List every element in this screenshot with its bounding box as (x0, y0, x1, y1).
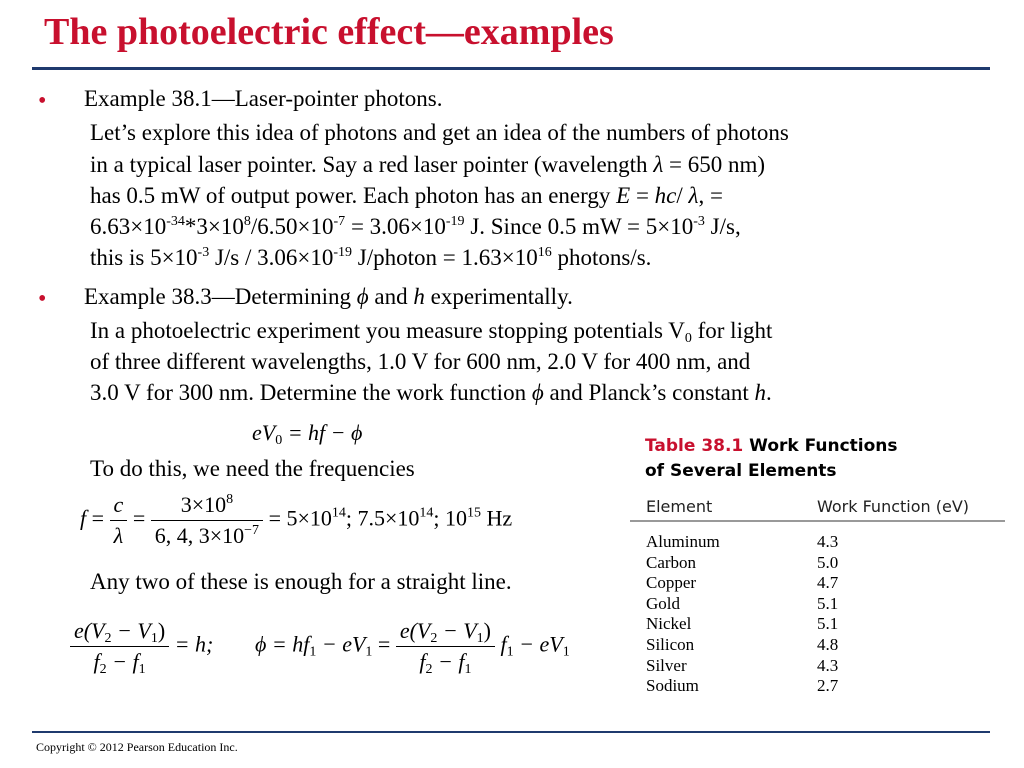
example1-line4: $6.63\times 10^{-34}*3\times 10^8/6.50\times 10^{-7} = 3.06\times 10^{-19}$ J. Since 0.5 mW = $5\times 10^{-3}$ J/s, (90, 214, 741, 239)
equation-planck: $\frac{e(V_2 - V_1)}{f_2 - f_1}$ = h; (70, 618, 213, 675)
slide-title: The photoelectric effect—examples (44, 11, 614, 53)
table-cell-element: Silicon (646, 635, 695, 654)
example1-line5: this is $5\times 10^{-3}$ $J/s / 3.06\times 10^{-19}$ J/photon = $1.63\times 10^{16}$ photons/s. (90, 245, 652, 270)
bullet-marker: • (38, 88, 47, 114)
table-cell-work-function: 4.7 (817, 573, 839, 593)
fraction-c-over-lambda: $\frac{c}{\lambda}$ (110, 492, 128, 549)
fraction-frequency-values: $\frac{3\times 10^8}{6, 4, 3\times 10^{-7}}$ (151, 492, 263, 549)
footer-rule (32, 731, 990, 733)
table-cell-element: Aluminum (646, 532, 720, 551)
copyright-text: Copyright © 2012 Pearson Education Inc. (36, 740, 238, 754)
table-header-rule (630, 520, 1005, 522)
table-cell-work-function: 2.7 (817, 676, 839, 696)
table-cell-work-function: 5.0 (817, 552, 839, 572)
example1-line1: Let’s explore this idea of photons and get an idea of the numbers of photons (90, 120, 789, 145)
table-cell-work-function: 5.1 (817, 614, 839, 634)
fraction-slope-2: $\frac{e(V_2 - V_1)}{f_2 - f_1}$ (396, 618, 495, 675)
example1-line2: in a typical laser pointer. Say a red laser pointer (wavelength λ = 650 nm) (90, 152, 766, 177)
example2-heading: Example 38.3—Determining ϕ and h experimentally. (84, 284, 573, 309)
table-cell-element: Silver (646, 655, 687, 675)
table-cell-element: Sodium (646, 676, 699, 696)
example2-line1: In a photoelectric experiment you measure stopping potentials $V_0$ for light (90, 318, 773, 346)
example2-line3: 3.0 V for 300 nm. Determine the work function ϕ and Planck’s constant h. (90, 380, 772, 405)
bullet-marker: • (38, 286, 47, 312)
table-cell-element: Copper (646, 573, 697, 593)
title-rule (32, 67, 990, 70)
equation-photoelectric: $eV_0$ = hf − ϕ (252, 420, 363, 448)
equation-frequencies: f = $\frac{c}{\lambda}$ = $\frac{3\times 10^8}{6, 4, 3\times 10^{-7}}$ = $5\times 10^{14}$; $7.5\times 10^{14}$; $10^{15}$ Hz (80, 492, 513, 548)
example1-line3: has 0.5 mW of output power. Each photon has an energy E = hc/ λ, = (90, 183, 723, 208)
table-title-line2: of Several Elements (645, 461, 837, 481)
column-header-element: Element (646, 497, 713, 516)
equation-work-function: $\phi = hf_1 - eV_1$ = $\frac{e(V_2 - V_1)}{f_2 - f_1}$ $f_1 - eV_1$ (255, 618, 570, 677)
fraction-slope: $\frac{e(V_2 - V_1)}{f_2 - f_1}$ (70, 618, 169, 675)
frequencies-text: To do this, we need the frequencies (90, 456, 415, 481)
table-cell-work-function: 4.3 (817, 532, 839, 551)
example1-heading: Example 38.1—Laser-pointer photons. (84, 86, 443, 111)
example2-line2: of three different wavelengths, 1.0 V for 600 nm, 2.0 V for 400 nm, and (90, 349, 751, 374)
column-header-work-function: Work Function (eV) (817, 497, 970, 516)
table-title: Table 38.1 Work Functions (645, 436, 898, 456)
table-cell-work-function: 4.8 (817, 635, 839, 654)
table-cell-work-function: 5.1 (817, 593, 839, 613)
table-cell-element: Nickel (646, 614, 692, 634)
table-cell-element: Carbon (646, 552, 697, 572)
table-cell-work-function: 4.3 (817, 655, 839, 675)
straight-line-text: Any two of these is enough for a straight line. (90, 569, 512, 594)
table-cell-element: Gold (646, 593, 680, 613)
